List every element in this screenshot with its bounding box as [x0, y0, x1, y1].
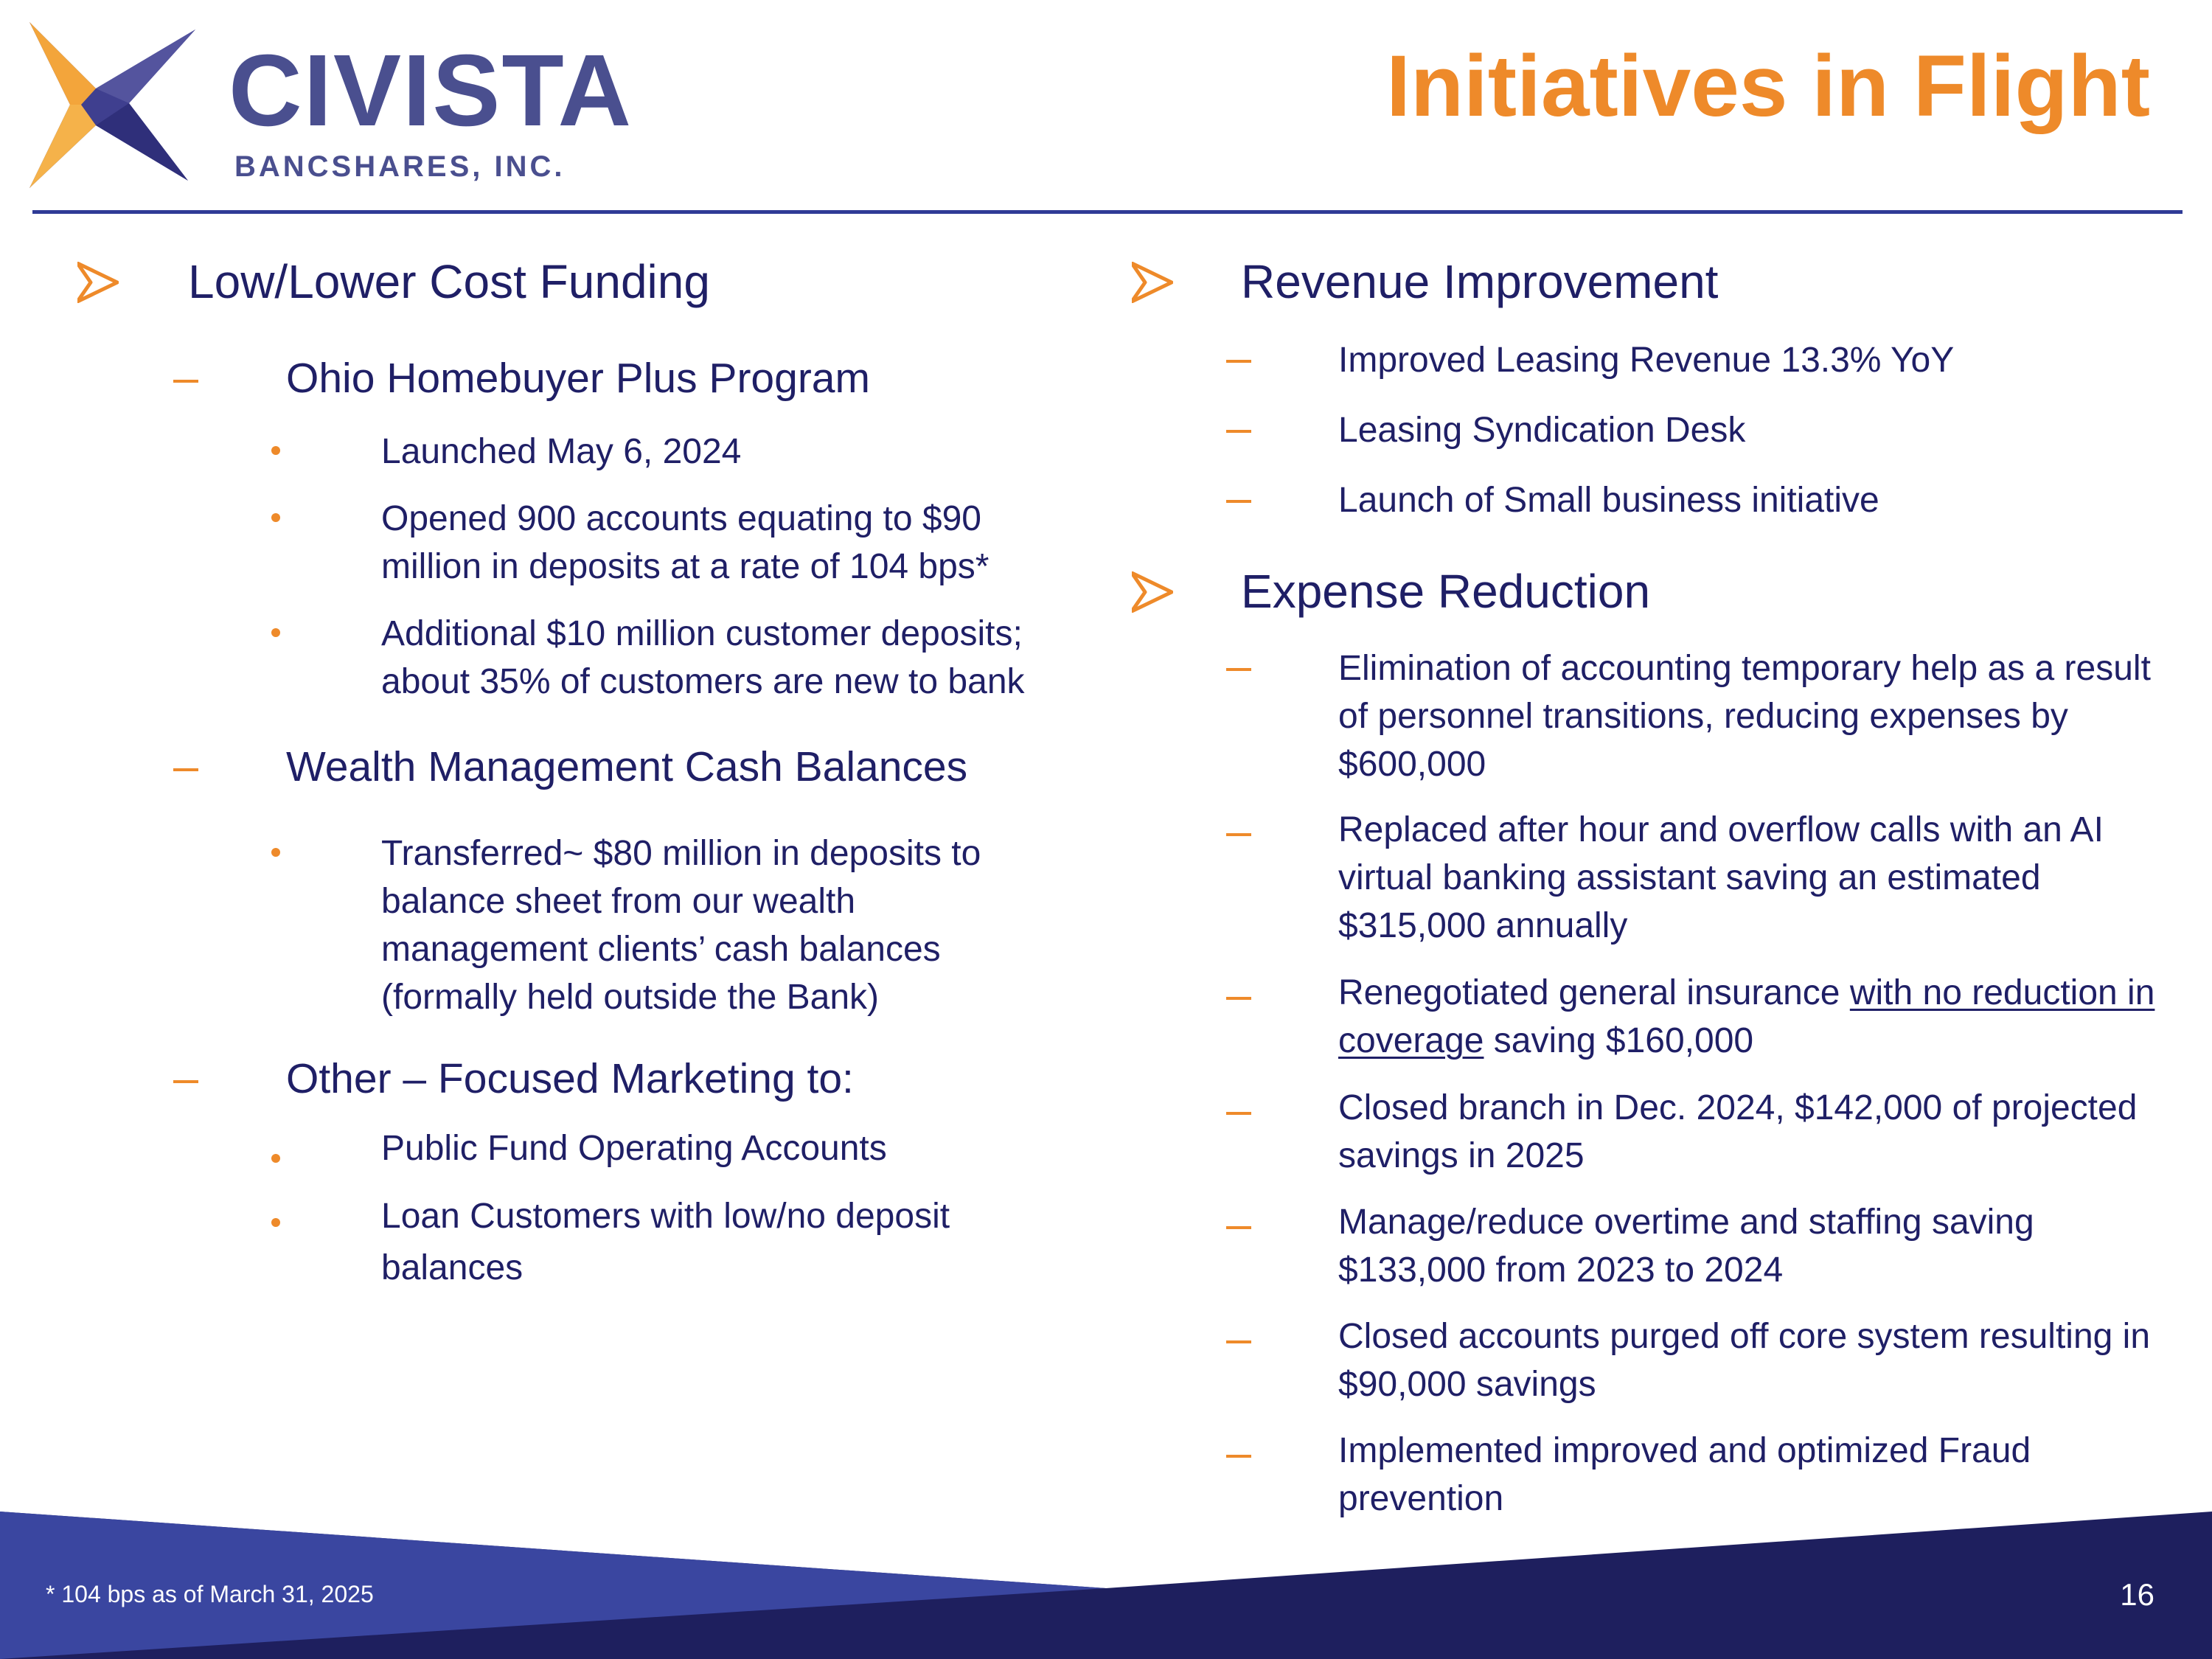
dot-icon	[271, 628, 280, 637]
revenue-item: Improved Leasing Revenue 13.3% YoY	[1338, 341, 1955, 380]
dash-icon	[1226, 1112, 1251, 1115]
star-logo-icon	[29, 22, 206, 188]
arrowhead-icon	[1132, 262, 1173, 303]
bullet-item: Transferred~ $80 million in deposits to balance sheet from our wealth management clients’ cash balances (formally held outside the Bank)	[381, 834, 981, 1017]
bullet-item: Additional $10 million customer deposits; about 35% of customers are new to bank	[381, 614, 1025, 701]
expense-item: Closed accounts purged off core system resulting in $90,000 savings	[1338, 1317, 2151, 1404]
logo-subtitle: BANCSHARES, INC.	[234, 150, 566, 183]
bullet-item: Launched May 6, 2024	[381, 432, 742, 471]
dash-icon	[1226, 360, 1251, 363]
bullet-item: Opened 900 accounts equating to $90 million in deposits at a rate of 104 bps*	[381, 499, 990, 586]
logo-name: CIVISTA	[229, 34, 633, 147]
dash-icon	[173, 380, 198, 383]
dot-icon	[271, 848, 280, 857]
revenue-item: Launch of Small business initiative	[1338, 481, 1879, 520]
dot-icon	[271, 446, 280, 455]
insurance-text-end: saving $160,000	[1484, 1021, 1754, 1060]
dash-icon	[173, 1080, 198, 1083]
dash-icon	[1226, 1455, 1251, 1458]
subheading-other: Other – Focused Marketing to:	[286, 1055, 854, 1102]
dash-icon	[173, 768, 198, 771]
section-heading-expense: Expense Reduction	[1241, 565, 1651, 618]
arrowhead-icon	[77, 262, 119, 303]
bullet-item: Loan Customers with low/no deposit balances	[381, 1197, 950, 1287]
dash-icon	[1226, 668, 1251, 671]
arrowhead-icon	[1132, 571, 1173, 613]
dot-icon	[271, 1218, 280, 1227]
expense-item: Replaced after hour and overflow calls with an AI virtual banking assistant saving an estimated $315,000 annually	[1338, 810, 2104, 945]
dash-icon	[1226, 430, 1251, 433]
dot-icon	[271, 513, 280, 522]
dash-icon	[1226, 997, 1251, 1000]
dash-icon	[1226, 1340, 1251, 1343]
company-logo	[29, 22, 633, 192]
dash-icon	[1226, 1226, 1251, 1229]
header-divider	[32, 210, 2183, 214]
dash-icon	[1226, 833, 1251, 836]
insurance-underlined-text: with no reduction in coverage	[1338, 973, 2155, 1060]
revenue-item: Leasing Syndication Desk	[1338, 411, 1746, 450]
subheading-wealth: Wealth Management Cash Balances	[286, 743, 968, 790]
insurance-text: Renegotiated general insurance	[1338, 973, 1850, 1012]
section-heading-funding: Low/Lower Cost Funding	[188, 255, 710, 308]
expense-item: Elimination of accounting temporary help as a result of personnel transitions, reducing expenses by $600,000	[1338, 649, 2151, 784]
expense-item: Closed branch in Dec. 2024, $142,000 of projected savings in 2025	[1338, 1088, 2138, 1175]
section-heading-revenue: Revenue Improvement	[1241, 255, 1719, 308]
subheading-homebuyer: Ohio Homebuyer Plus Program	[286, 355, 870, 402]
expense-item: Implemented improved and optimized Fraud prevention	[1338, 1431, 2031, 1518]
page-number: 16	[2120, 1577, 2154, 1612]
bullet-item: Public Fund Operating Accounts	[381, 1129, 887, 1168]
expense-item: Manage/reduce overtime and staffing saving $133,000 from 2023 to 2024	[1338, 1203, 2034, 1290]
expense-item-insurance	[1338, 969, 2171, 1065]
dot-icon	[271, 1154, 280, 1163]
dash-icon	[1226, 500, 1251, 503]
page-title: Initiatives in Flight	[1386, 38, 2150, 135]
footnote: * 104 bps as of March 31, 2025	[46, 1581, 374, 1607]
